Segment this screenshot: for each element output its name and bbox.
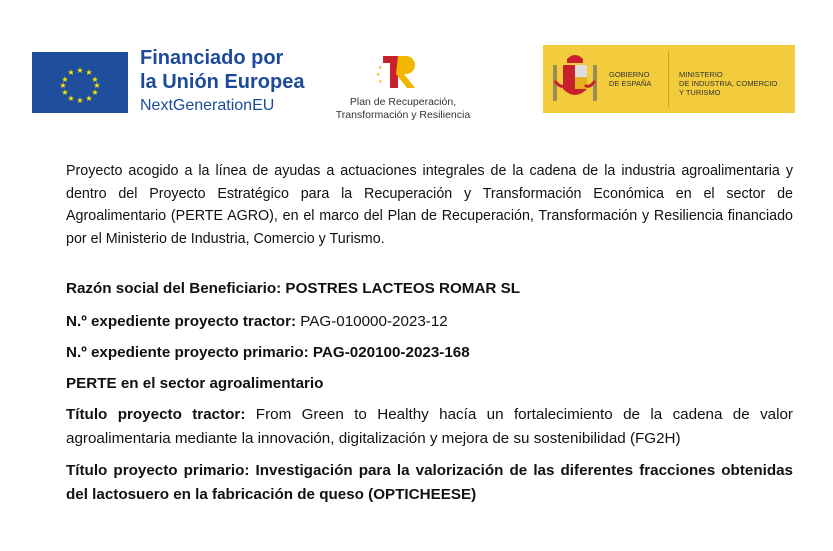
expediente-tractor-value: PAG-010000-2023-12 xyxy=(296,313,448,330)
svg-text:★: ★ xyxy=(93,81,101,90)
perte-sector: PERTE en el sector agroalimentario xyxy=(66,375,324,392)
svg-text:★: ★ xyxy=(378,65,383,71)
coat-of-arms-icon xyxy=(551,51,599,107)
ministerio-line1: MINISTERIO xyxy=(679,70,723,79)
svg-text:★: ★ xyxy=(76,66,84,75)
plan-recuperacion-logo xyxy=(375,55,425,96)
svg-text:★: ★ xyxy=(378,79,383,85)
svg-text:★: ★ xyxy=(59,81,67,90)
gobierno-line2: DE ESPAÑA xyxy=(609,79,652,88)
titulo-tractor-label: Título proyecto tractor: xyxy=(66,406,246,423)
ministerio-line2: DE INDUSTRIA, COMERCIO xyxy=(679,79,778,88)
plan-line2: Transformación y Resiliencia xyxy=(335,109,471,121)
svg-text:★: ★ xyxy=(76,96,84,105)
svg-text:★: ★ xyxy=(67,94,75,103)
svg-text:★: ★ xyxy=(67,68,75,77)
eu-title-line2: la Unión Europea xyxy=(140,71,305,93)
ministerio-text xyxy=(679,70,777,97)
svg-text:★: ★ xyxy=(85,94,93,103)
intro-paragraph: Proyecto acogido a la línea de ayudas a actuaciones integrales de la cadena de la industria agroalimentaria y dentro del Proyecto Estratégico para la Recuperación y Transformación Económica en el sector de Agroalimentario (PERTE AGRO), en el marco del Plan de Recuperación, Transformación y Resiliencia financiado por el Ministerio de Industria, Comercio y Turismo. xyxy=(66,163,793,248)
expediente-primario: N.º expediente proyecto primario: PAG-020100-2023-168 xyxy=(66,344,470,361)
plan-recuperacion-text xyxy=(318,96,488,122)
expediente-tractor-label: N.º expediente proyecto tractor: xyxy=(66,313,297,330)
divider xyxy=(668,51,669,107)
titulo-tractor xyxy=(66,403,793,451)
gobierno-espana-logo xyxy=(543,45,795,113)
svg-text:★: ★ xyxy=(91,75,99,84)
eu-title-line1: Financiado por xyxy=(140,47,284,69)
svg-text:★: ★ xyxy=(61,88,69,97)
expediente-tractor xyxy=(66,310,793,334)
svg-text:★: ★ xyxy=(91,88,99,97)
svg-text:★: ★ xyxy=(61,75,69,84)
eu-flag-logo xyxy=(32,52,128,113)
svg-text:★: ★ xyxy=(376,72,381,78)
razon-social: Razón social del Beneficiario: POSTRES LACTEOS ROMAR SL xyxy=(66,280,521,297)
titulo-primario: Título proyecto primario: Investigación para la valorización de las diferentes fracciones obtenidas del lactosuero en la fabricación de queso (OPTICHEESE) xyxy=(66,462,793,503)
svg-text:★: ★ xyxy=(85,68,93,77)
ministerio-line3: Y TURISMO xyxy=(679,88,721,97)
gobierno-text xyxy=(609,70,651,88)
plan-line1: Plan de Recuperación, xyxy=(349,96,457,108)
titulo-tractor-value: From Green to Healthy hacía un fortalecimiento de la cadena de valor agroalimentaria mediante la innovación, digitalización y mejora de su sostenibilidad (FG2H) xyxy=(66,406,793,447)
gobierno-line1: GOBIERNO xyxy=(609,70,650,79)
eu-nextgen: NextGenerationEU xyxy=(140,97,275,114)
